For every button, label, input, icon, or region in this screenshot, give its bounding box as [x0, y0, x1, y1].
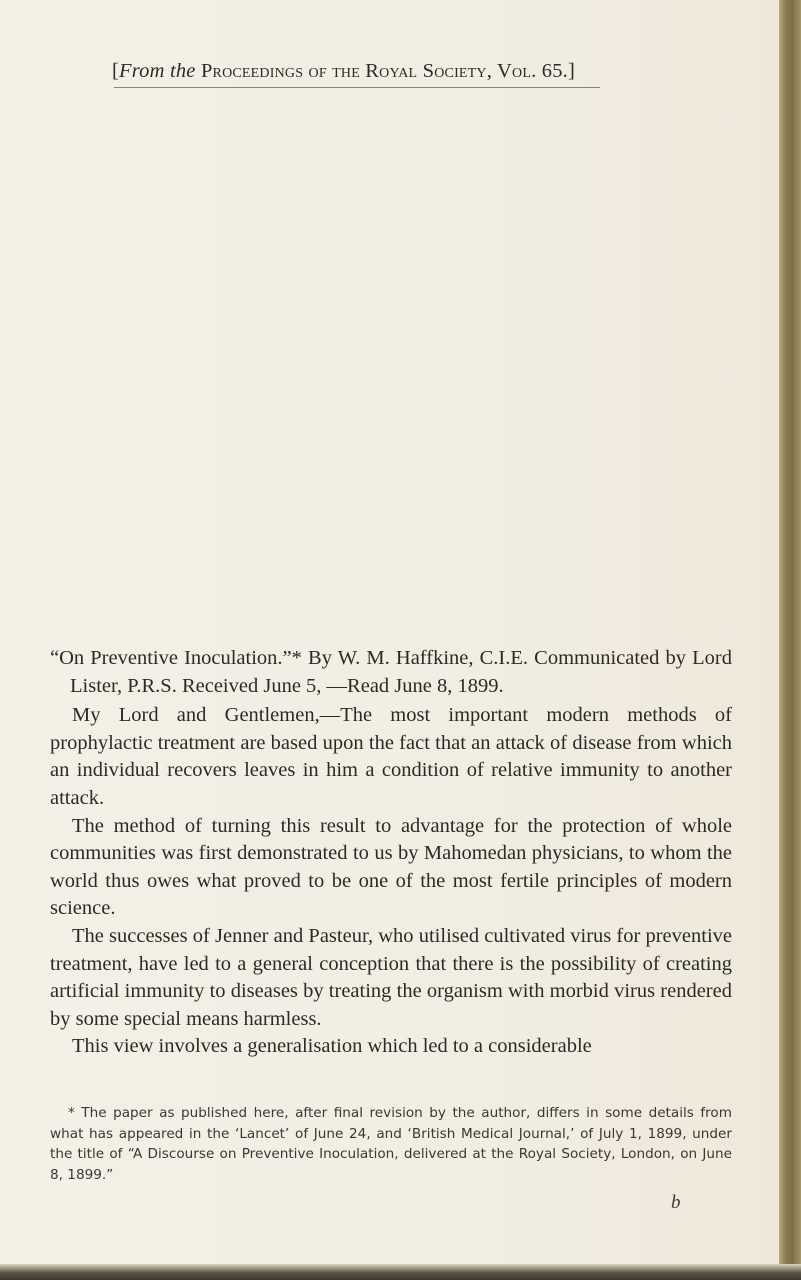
- paragraph-3: The successes of Jenner and Pasteur, who utilised cultivated virus for preventive treatment, have led to a general conception that there is the possibility of creating artificial immunity to diseases by treating the organism with morbid virus rendered by some special means harmless.: [50, 924, 732, 1030]
- paragraph-1: My Lord and Gentlemen,—The most important modern methods of prophylactic treatment are based upon the fact that an attack of disease from which an individual recovers leaves in him a condition of relative immunity to another attack.: [50, 704, 732, 809]
- footnote: * The paper as published here, after final revision by the author, differs in some details from what has appeared in the ‘Lancet’ of June 24, and ‘British Medical Journal,’ of July 1, 1899, under the title of “A Discourse on Preventive Inoculation, delivered at the Royal Society, London, on June 8, 1899.”: [50, 1105, 732, 1183]
- paragraph-4: This view involves a generalisation which led to a considerable: [72, 1035, 592, 1058]
- running-head-open-bracket: [: [112, 60, 120, 82]
- article-body: [50, 645, 732, 1061]
- running-head-journal: Proceedings of the Royal Society, Vol. 65.: [200, 60, 568, 82]
- running-head-close-bracket: ]: [567, 60, 575, 82]
- article-title: “On Preventive Inoculation.”* By W. M. Haffkine, C.I.E. Communicated by Lord Lister, P.R.S. Received June 5, —Read June 8, 1899.: [50, 647, 732, 697]
- running-head-from-the: From the: [119, 60, 196, 82]
- page-edge-right: [779, 0, 801, 1280]
- signature-mark: b: [671, 1192, 681, 1213]
- paragraph-2: The method of turning this result to advantage for the protection of whole communities was first demonstrated to us by Mahomedan physicians, to whom the world thus owes what proved to be one of the most fertile principles of modern science.: [50, 814, 732, 920]
- page-edge-bottom: [0, 1264, 801, 1280]
- running-head-rule: [114, 87, 600, 88]
- running-head: [112, 60, 732, 83]
